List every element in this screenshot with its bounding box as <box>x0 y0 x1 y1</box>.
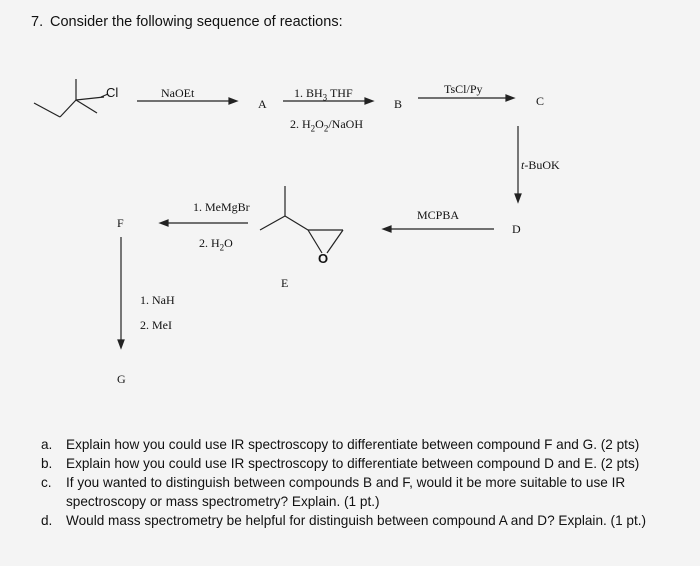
compound-c-label: C <box>536 94 545 108</box>
reagent-step1: NaOEt <box>161 86 195 100</box>
bond <box>308 230 322 253</box>
compound-a-label: A <box>258 97 267 111</box>
bond <box>76 100 97 113</box>
bond <box>76 97 104 100</box>
part-b-text: Explain how you could use IR spectroscopy to differentiate between compound D and E. (2 pts) <box>66 456 640 471</box>
part-a-letter: a. <box>41 437 53 452</box>
bond <box>285 216 308 230</box>
bond <box>260 216 285 230</box>
question-number: 7. <box>31 14 44 30</box>
reagent-step4: t-BuOK <box>521 158 560 172</box>
part-d-text: Would mass spectrometry be helpful for distinguish between compound A and D? Explain. (1 pt.) <box>66 513 647 528</box>
question-prompt: Consider the following sequence of reactions: <box>50 14 343 30</box>
part-c-letter: c. <box>41 475 52 490</box>
bond <box>60 100 76 117</box>
reagent-step6-line2: 2. $H_2O$ <box>199 236 233 253</box>
compound-g-label: G <box>117 372 126 386</box>
part-b-letter: b. <box>41 456 53 471</box>
reagent-step3: TsCl/Py <box>444 82 483 96</box>
compound-e-label: E <box>281 276 289 290</box>
bond <box>327 230 343 253</box>
reagent-step7-line1: 1. NaH <box>140 293 175 307</box>
epoxide-structure <box>260 186 343 253</box>
starting-material-structure <box>34 79 108 117</box>
epoxide-oxygen-label: O <box>318 251 329 266</box>
reagent-step7-line2: 2. MeI <box>140 318 172 332</box>
chloro-label: Cl <box>106 85 119 100</box>
compound-d-label: D <box>512 222 521 236</box>
reagent-step2-line1: 1. $BH_3$ THF <box>294 86 353 103</box>
reagent-step2-line2: 2. $H_2O_2$/NaOH <box>290 117 364 134</box>
part-c-text-line2: spectroscopy or mass spectrometry? Explain. (1 pt.) <box>66 494 380 509</box>
compound-f-label: F <box>117 216 124 230</box>
bond <box>34 103 60 117</box>
part-c-text: If you wanted to distinguish between compounds B and F, would it be more suitable to use IR <box>66 475 626 490</box>
reagent-step5: MCPBA <box>417 208 460 222</box>
reagent-step6-line1: 1. MeMgBr <box>193 200 250 214</box>
part-a-text: Explain how you could use IR spectroscopy to differentiate between compound F and G. (2 pts) <box>66 437 640 452</box>
compound-b-label: B <box>394 97 403 111</box>
part-d-letter: d. <box>41 513 53 528</box>
